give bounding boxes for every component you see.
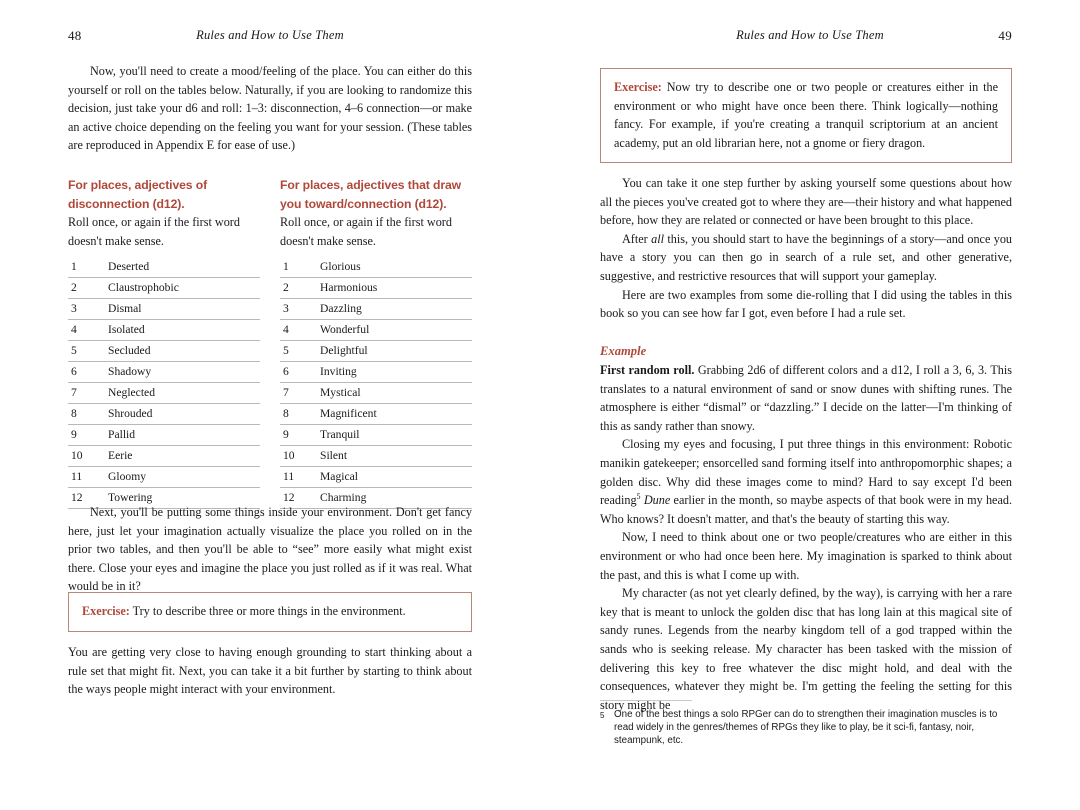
example-heading-block (600, 342, 1012, 361)
roll-value: Isolated (97, 320, 260, 341)
roll-table-connection-subheading: Roll once, or again if the first word doesn't make sense. (280, 215, 452, 248)
table-row (68, 341, 260, 362)
roll-number: 2 (280, 278, 309, 299)
roll-value: Tranquil (309, 425, 472, 446)
page-right (540, 0, 1080, 810)
roll-table-connection-heading: For places, adjectives that draw you toward/connection (d12). (280, 178, 462, 211)
paragraph-1: You can take it one step further by asking yourself some questions about how all the pieces you've created got to where they are—their history and what happened before, how they are related or connected or have been brought to this place. (600, 176, 1012, 228)
roll-table-disconnection-subheading: Roll once, or again if the first word doesn't make sense. (68, 215, 240, 248)
roll-number: 5 (280, 341, 309, 362)
roll-number: 11 (280, 467, 309, 488)
exercise-box-right-inner (600, 68, 1012, 163)
footnote-text: One of the best things a solo RPGer can do to strengthen their imagination muscles is to read widely in the genres/themes of RPGs they like to play, be it sci-fi, fantasy, noir, steampunk, etc. (614, 709, 998, 747)
roll-value: Shadowy (97, 362, 260, 383)
roll-number: 9 (68, 425, 97, 446)
paragraph-example (600, 361, 1012, 435)
roll-number: 12 (68, 488, 97, 509)
roll-value: Wonderful (309, 320, 472, 341)
table-row (68, 425, 260, 446)
roll-number: 6 (280, 362, 309, 383)
example-heading: Example (600, 344, 647, 358)
roll-number: 8 (280, 404, 309, 425)
roll-value: Claustrophobic (97, 278, 260, 299)
table-row (68, 257, 260, 278)
roll-number: 2 (68, 278, 97, 299)
footnote-marker: 5 (600, 711, 605, 720)
roll-number: 7 (68, 383, 97, 404)
exercise-label: Exercise: (82, 604, 130, 618)
table-row (68, 278, 260, 299)
table-row (68, 404, 260, 425)
roll-number: 3 (280, 299, 309, 320)
roll-number: 10 (280, 446, 309, 467)
table-row (68, 383, 260, 404)
roll-value: Dazzling (309, 299, 472, 320)
table-row (280, 467, 472, 488)
paragraph-2-emphasis: all (651, 231, 664, 246)
paragraph-2-lead: After (622, 231, 652, 246)
paragraph-5: Now, I need to think about one or two people/creatures who are either in this environment or who had once been here. My imagination is sparked to think about the past, and this is what I come up with. (600, 530, 1012, 582)
roll-number: 1 (280, 257, 309, 278)
exercise-text: Try to describe three or more things in the environment. (129, 604, 406, 618)
exercise-box-right (600, 68, 1012, 163)
roll-number: 10 (68, 446, 97, 467)
table-row (280, 299, 472, 320)
paragraph-6: My character (as not yet clearly defined, by the way), is carrying with her a rare key that is meant to unlock the golden disc that has long lain at this magical site of sandy runes. Legends from the nearby kingdom tell of a god trapped within the sands who is seeking release. My character has been tasked with the mission of delivering this key to free whatever the disc might hold, and deal with the consequences, whatever they might be. I'm getting the feeling the setting for this story might be (600, 586, 1012, 712)
roll-number: 11 (68, 467, 97, 488)
table-row (68, 320, 260, 341)
folio-left: 48 (68, 28, 82, 43)
roll-value: Towering (97, 488, 260, 509)
paragraph-intro: Now, you'll need to create a mood/feeling of the place. You can either do this yourself or roll on the tables below. Naturally, if you are looking to randomize this decision, just take your d6 and roll: 1–3: disconnection, 4–6 connection—or make an active choice depending on the feeling you want for your session. (These tables are reproduced in Appendix E for ease of use.) (68, 64, 472, 153)
roll-value: Secluded (97, 341, 260, 362)
table-row (68, 299, 260, 320)
exercise-box-left (68, 592, 472, 632)
roll-table-connection-caption (280, 176, 472, 250)
roll-table-disconnection-caption (68, 176, 260, 250)
footnote-reference[interactable]: 5 (636, 492, 641, 502)
left-closing-block (68, 643, 472, 699)
roll-value: Deserted (97, 257, 260, 278)
table-row (280, 404, 472, 425)
roll-value: Dismal (97, 299, 260, 320)
roll-value: Pallid (97, 425, 260, 446)
roll-number: 12 (280, 488, 309, 509)
paragraph-2 (600, 230, 1012, 286)
roll-value: Mystical (309, 383, 472, 404)
roll-number: 5 (68, 341, 97, 362)
roll-value: Harmonious (309, 278, 472, 299)
roll-number: 7 (280, 383, 309, 404)
roll-tables (68, 176, 472, 509)
roll-value: Inviting (309, 362, 472, 383)
roll-value: Silent (309, 446, 472, 467)
table-row (280, 320, 472, 341)
example-lead: First random roll. (600, 363, 695, 377)
roll-value: Neglected (97, 383, 260, 404)
table-row (280, 278, 472, 299)
roll-value: Glorious (309, 257, 472, 278)
roll-table-connection (280, 176, 472, 509)
roll-table-disconnection (68, 176, 260, 509)
roll-value: Delightful (309, 341, 472, 362)
table-row (68, 446, 260, 467)
example-body: Grabbing 2d6 of different colors and a d12, I roll a 3, 6, 3. This translates to a natural environment of sand or snow dunes with shifting runes. The atmosphere is either “dismal” or “dazzling.” I decide on the latter—I'm thinking of this as sandy rather than snowy. (600, 363, 1012, 433)
roll-value: Gloomy (97, 467, 260, 488)
right-body-block-1 (600, 174, 1012, 323)
roll-value: Magical (309, 467, 472, 488)
roll-number: 6 (68, 362, 97, 383)
table-row (280, 257, 472, 278)
paragraph-4-lead: Closing my eyes and focusing, I put three things in this environment: Robotic manikin gatekeeper; ensorcelled sand forming itself into anthropomorphic shapes; a golden disc. Why did these images come to mind? Hard to say except I'd been reading (600, 437, 1012, 508)
exercise-text: Now try to describe one or two people or creatures either in the environment or who might have once been there. Think logically—nothing fancy. For example, if you're creating a tranquil scriptorium at an ancient academy, put an old librarian here, not a gnome or fiery dragon. (614, 80, 998, 150)
folio-right: 49 (998, 28, 1012, 43)
paragraph-2-rest: this, you should start to have the beginnings of a story—and once you have a story you can then go in search of a rule set, and other generative, suggestive, and restrictive resources that will support your gameplay. (600, 231, 1013, 283)
table-row (280, 425, 472, 446)
roll-number: 9 (280, 425, 309, 446)
table-row (280, 446, 472, 467)
roll-number: 3 (68, 299, 97, 320)
table-row (280, 362, 472, 383)
footnote-row (600, 708, 1004, 748)
paragraph-4-emphasis: Dune (643, 493, 671, 508)
paragraph-after-tables: Next, you'll be putting some things inside your environment. Don't get fancy here, just let your imagination actually visualize the place you rolled on in the prior two tables, and then you'll be able to “see” more easily what might exist there. Close your eyes and imagine the place you just rolled as if it was real. What would be in it? (68, 505, 472, 594)
paragraph-4-rest: earlier in the month, so maybe aspects of that book were in my head. Who knows? It doesn't matter, and that's the beauty of starting this way. (600, 493, 1013, 526)
roll-table-disconnection-heading: For places, adjectives of disconnection (d12). (68, 178, 208, 211)
paragraph-closing: You are getting very close to having enough grounding to start thinking about a rule set that might fit. Next, you can take it a bit further by starting to think about the ways people might interact with your environment. (68, 645, 472, 697)
roll-number: 1 (68, 257, 97, 278)
paragraph-4 (600, 435, 1012, 528)
roll-number: 4 (68, 320, 97, 341)
running-head-right: Rules and How to Use Them (736, 28, 884, 42)
roll-number: 8 (68, 404, 97, 425)
roll-value: Magnificent (309, 404, 472, 425)
right-body-block-2 (600, 361, 1012, 714)
table-row (68, 467, 260, 488)
table-row (280, 383, 472, 404)
roll-value: Eerie (97, 446, 260, 467)
footnote-block (600, 700, 1004, 748)
roll-number: 4 (280, 320, 309, 341)
exercise-label: Exercise: (614, 80, 662, 94)
table-disconnection (68, 257, 260, 509)
left-after-tables-block (68, 503, 472, 596)
roll-value: Charming (309, 488, 472, 509)
table-row (280, 341, 472, 362)
roll-value: Shrouded (97, 404, 260, 425)
left-intro-block (68, 62, 472, 155)
running-head-left: Rules and How to Use Them (196, 28, 344, 42)
footnote-separator (600, 700, 692, 701)
exercise-box-left-inner (68, 592, 472, 632)
table-row (68, 362, 260, 383)
paragraph-3: Here are two examples from some die-rolling that I did using the tables in this book so you can see how far I got, even before I had a rule set. (600, 287, 1012, 321)
table-connection (280, 257, 472, 509)
